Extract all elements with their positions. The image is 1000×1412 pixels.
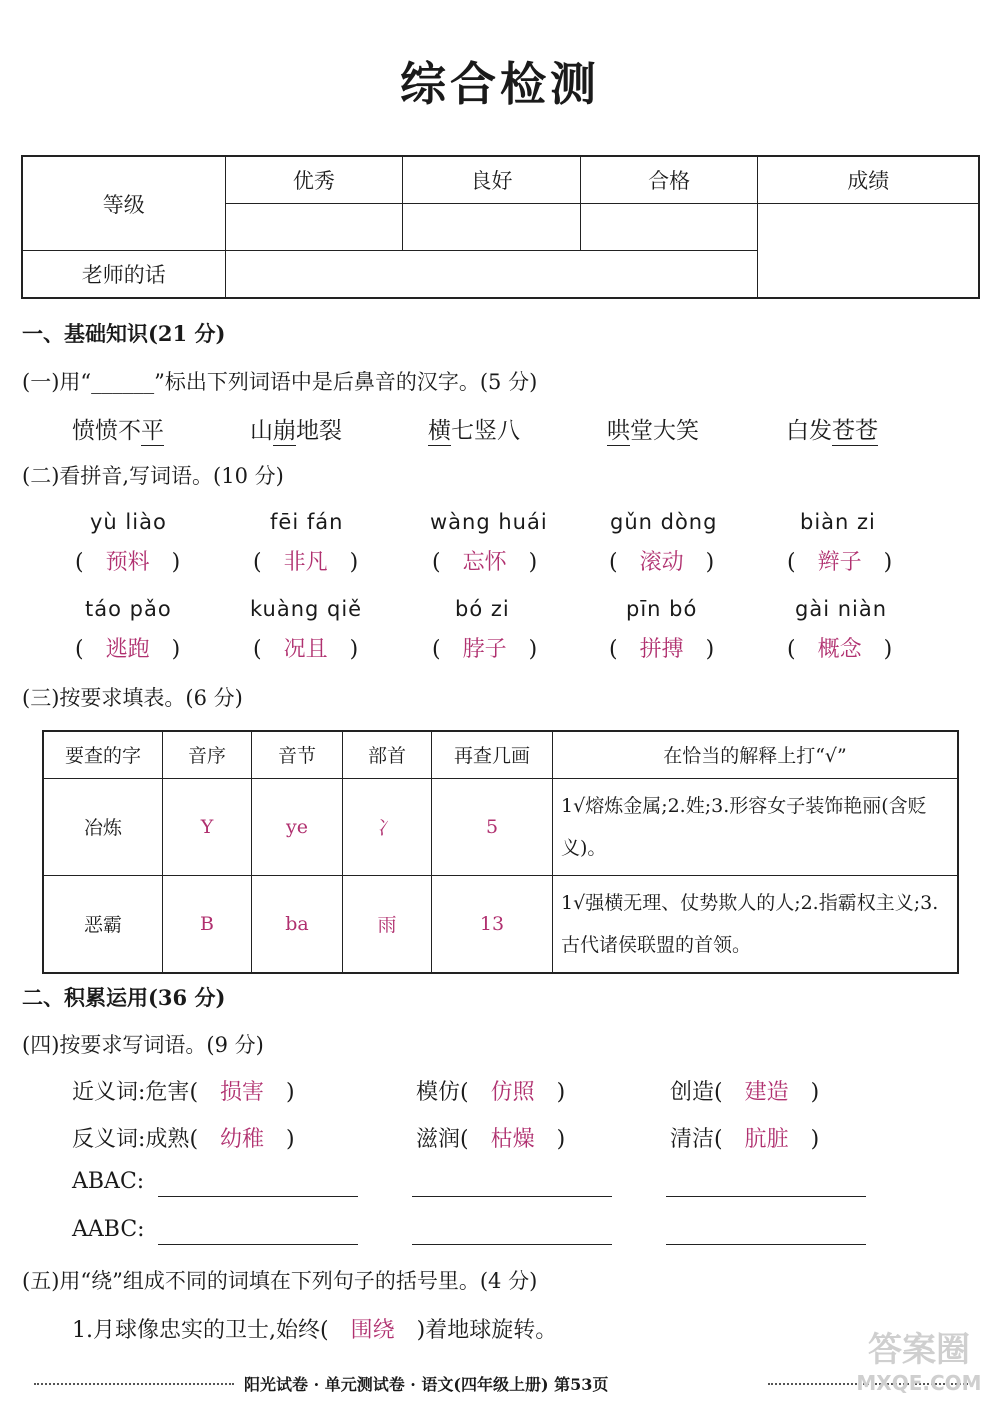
dict-header: 部首 (343, 731, 432, 778)
dict-radical: 雨 (343, 875, 432, 973)
good-header: 良好 (403, 156, 581, 204)
q3-prompt: (三)按要求填表。(6 分) (22, 686, 243, 710)
q5-prompt: (五)用“绕”组成不同的词填在下列句子的括号里。(4 分) (22, 1269, 538, 1293)
score-header: 成绩 (758, 156, 979, 204)
answer-blank: ( 逃跑 ) (75, 637, 181, 662)
idiom-1: 愤愤不平 (72, 418, 164, 444)
aabc-blank-3[interactable] (666, 1244, 866, 1245)
watermark-logo: 答案圈 MXQE.COM (856, 1330, 982, 1395)
pinyin: gài niàn (795, 597, 888, 621)
dict-strokes: 5 (432, 778, 553, 875)
q4-prompt: (四)按要求写词语。(9 分) (22, 1033, 264, 1057)
teacher-cell (225, 251, 758, 299)
excellent-header: 优秀 (225, 156, 403, 204)
abac-blank-1[interactable] (158, 1196, 358, 1197)
pinyin: yù liào (90, 510, 167, 534)
dict-syllable: ba (252, 875, 343, 973)
antonym-item: 滋润( 枯燥 ) (416, 1127, 566, 1152)
dict-syllable: ye (252, 778, 343, 875)
answer-blank: ( 预料 ) (75, 550, 181, 575)
answer-blank: ( 脖子 ) (432, 637, 538, 662)
idiom-3: 横七竖八 (428, 418, 520, 444)
synonym-item: 模仿( 仿照 ) (416, 1080, 566, 1105)
answer-blank: ( 滚动 ) (609, 550, 715, 575)
aabc-blank-2[interactable] (412, 1244, 612, 1245)
answer-blank: ( 非凡 ) (253, 550, 359, 575)
dictionary-table (42, 730, 959, 974)
grade-table (21, 155, 980, 299)
pinyin: fēi fán (270, 510, 344, 534)
excellent-cell (225, 204, 403, 251)
score-cell (758, 204, 979, 299)
level-label: 等级 (22, 156, 225, 251)
dict-meaning: 1√强横无理、仗势欺人的人;2.指霸权主义;3.古代诸侯联盟的首领。 (553, 875, 959, 973)
pass-cell (580, 204, 758, 251)
q5-sentence-1: 1.月球像忠实的卫士,始终( 围绕 )着地球旋转。 (72, 1318, 558, 1343)
dict-letter: B (163, 875, 252, 973)
dict-radical: 冫 (343, 778, 432, 875)
answer-blank: ( 况且 ) (253, 637, 359, 662)
dict-letter: Y (163, 778, 252, 875)
answer-blank: ( 拼搏 ) (609, 637, 715, 662)
pinyin: bó zi (455, 597, 510, 621)
dict-header: 音节 (252, 731, 343, 778)
antonym-row: 反义词:成熟( 幼稚 ) (72, 1127, 295, 1152)
good-cell (403, 204, 581, 251)
antonym-item: 清洁( 肮脏 ) (670, 1127, 820, 1152)
dict-header: 要查的字 (43, 731, 163, 778)
page-title: 综合检测 (400, 57, 600, 111)
teacher-label: 老师的话 (22, 251, 225, 299)
idiom-2: 山崩地裂 (250, 418, 342, 444)
dict-meaning: 1√熔炼金属;2.姓;3.形容女子装饰艳丽(含贬义)。 (553, 778, 959, 875)
dict-strokes: 13 (432, 875, 553, 973)
aabc-label: AABC: (72, 1217, 145, 1242)
pinyin: kuàng qiě (250, 597, 363, 621)
pinyin: táo pǎo (85, 597, 172, 621)
synonym-row: 近义词:危害( 损害 ) (72, 1080, 295, 1105)
footer-text: 阳光试卷 · 单元测试卷 · 语文(四年级上册) 第53页 (244, 1375, 609, 1394)
footer-dots-left (34, 1383, 234, 1385)
idiom-5: 白发苍苍 (786, 418, 878, 444)
abac-blank-3[interactable] (666, 1196, 866, 1197)
pinyin: biàn zi (800, 510, 876, 534)
answer-blank: ( 概念 ) (787, 637, 893, 662)
pinyin: gǔn dòng (610, 510, 718, 534)
answer-blank: ( 忘怀 ) (432, 550, 538, 575)
dict-header: 在恰当的解释上打“√” (553, 731, 959, 778)
answer-blank: ( 辫子 ) (787, 550, 893, 575)
q2-prompt: (二)看拼音,写词语。(10 分) (22, 464, 284, 488)
synonym-item: 创造( 建造 ) (670, 1080, 820, 1105)
abac-blank-2[interactable] (412, 1196, 612, 1197)
section1-heading: 一、基础知识(21 分) (22, 321, 226, 346)
pass-header: 合格 (580, 156, 758, 204)
pinyin: wàng huái (430, 510, 548, 534)
dict-header: 音序 (163, 731, 252, 778)
aabc-blank-1[interactable] (158, 1244, 358, 1245)
dict-word: 冶炼 (43, 778, 163, 875)
section2-heading: 二、积累运用(36 分) (22, 985, 226, 1010)
dict-word: 恶霸 (43, 875, 163, 973)
q1-prompt: (一)用“______”标出下列词语中是后鼻音的汉字。(5 分) (22, 370, 538, 394)
idiom-4: 哄堂大笑 (607, 418, 699, 444)
dict-header: 再查几画 (432, 731, 553, 778)
pinyin: pīn bó (626, 597, 698, 621)
abac-label: ABAC: (72, 1169, 145, 1194)
